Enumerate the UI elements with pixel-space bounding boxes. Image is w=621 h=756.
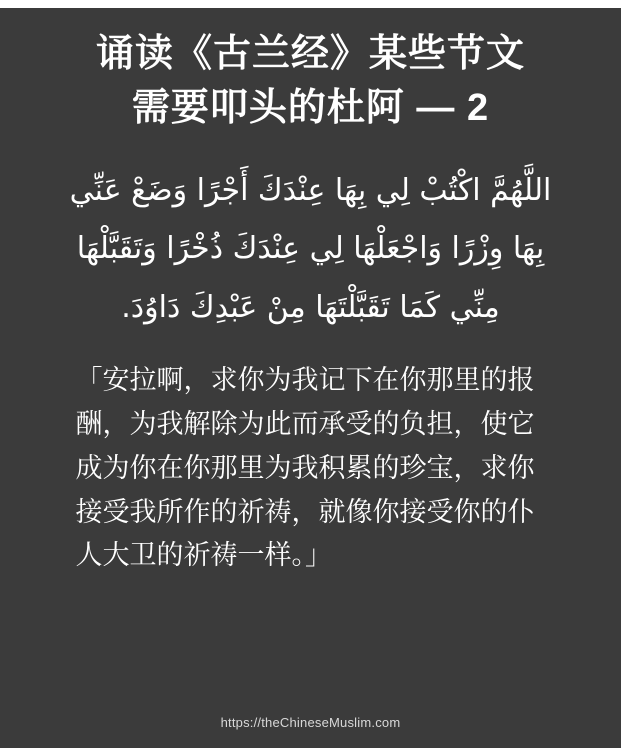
arabic-dua-text: اللَّهُمَّ اكْتُبْ لِي بِهَا عِنْدَكَ أَجْرًا وَضَعْ عَنِّي بِهَا وِزْرًا وَاجْعَلْهَا لِي عِنْدَكَ ذُخْرًا وَتَقَبَّلْهَا مِنِّي كَمَا تَقَبَّلْتَهَا مِنْ عَبْدِكَ دَاوُدَ. xyxy=(69,172,552,325)
quote-card xyxy=(0,8,621,748)
page-title xyxy=(31,28,591,136)
chinese-translation-text: 「安拉啊，求你为我记下在你那里的报酬，为我解除为此而承受的负担，使它成为你在你那里为我积累的珍宝，求你接受我所作的祈祷，就像你接受你的仆人大卫的祈祷一样。」 xyxy=(75,365,535,571)
title-line-1: 诵读《古兰经》某些节文 xyxy=(95,33,525,75)
title-line-2: 需要叩头的杜阿 — 2 xyxy=(131,86,490,129)
source-url: https://theChineseMuslim.com xyxy=(220,715,401,730)
